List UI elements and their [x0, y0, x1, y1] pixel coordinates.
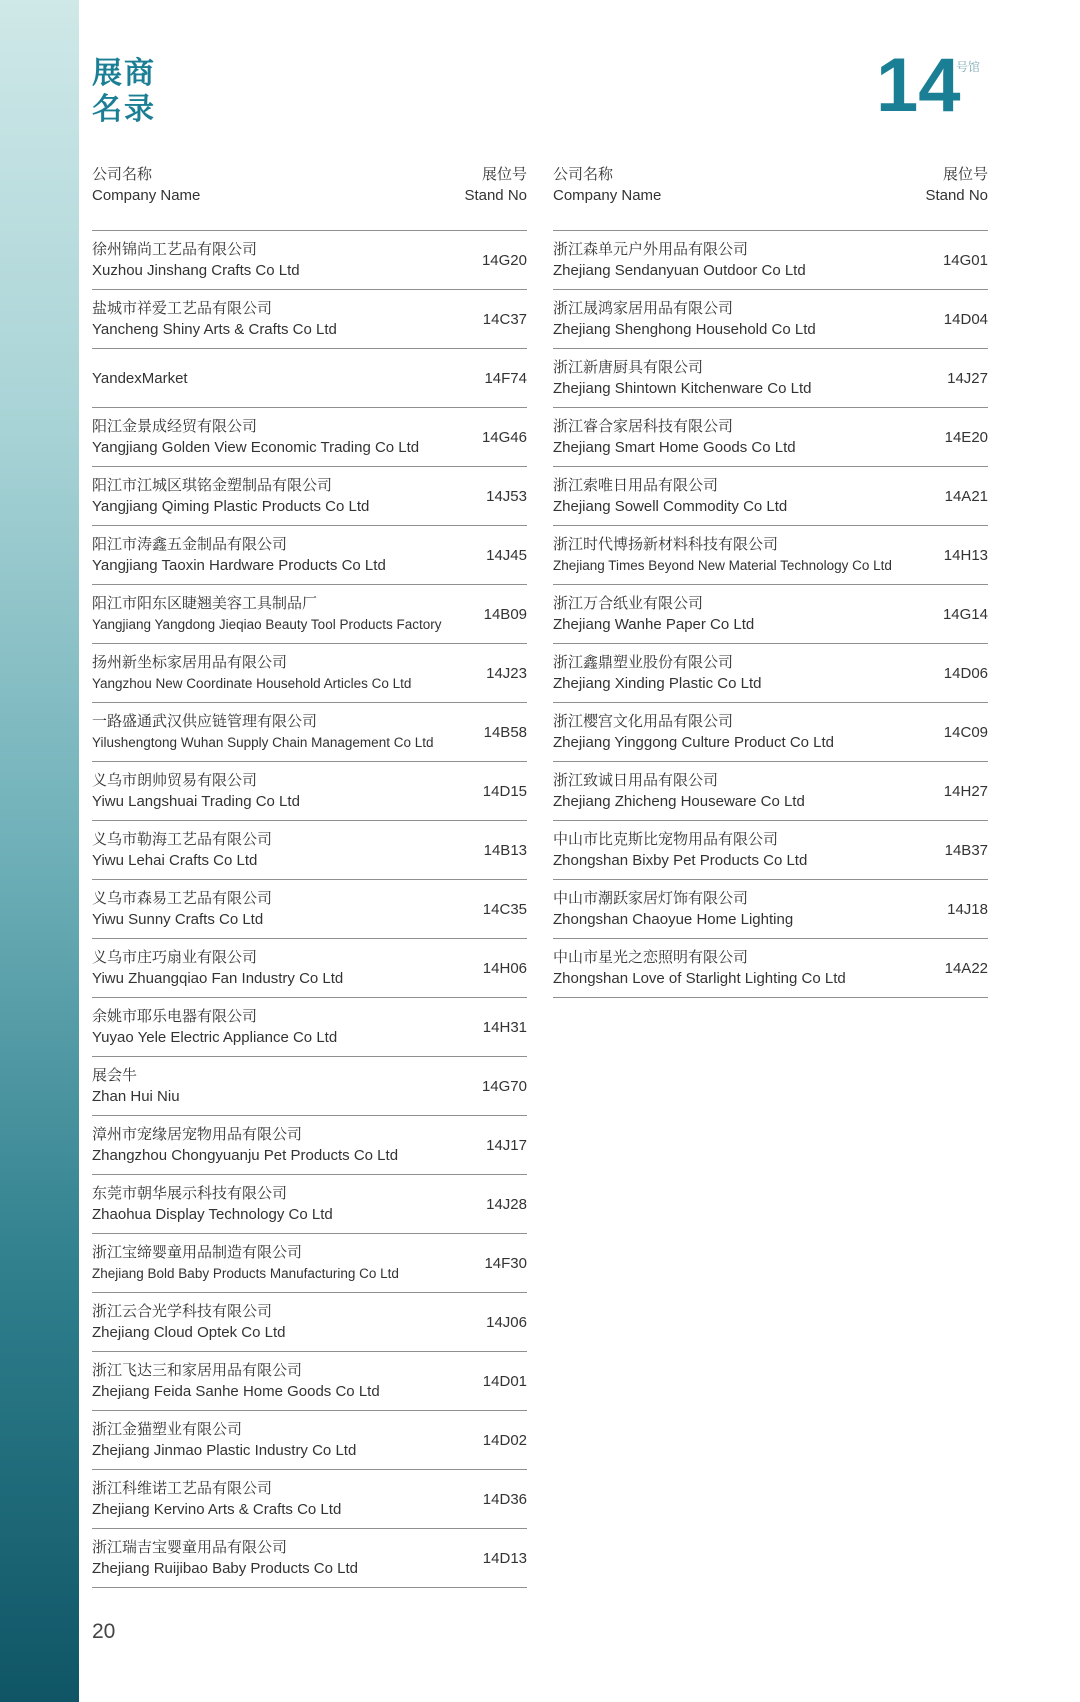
page-number: 20	[92, 1620, 116, 1643]
exhibitor-row	[553, 821, 988, 880]
company-name-cn: 展会牛	[92, 1067, 138, 1084]
company-name-cn: 浙江宝缔婴童用品制造有限公司	[92, 1244, 303, 1261]
stand-number: 14J06	[486, 1313, 527, 1331]
exhibitor-row	[92, 703, 527, 762]
company-name-en: Zhan Hui Niu	[92, 1088, 180, 1105]
company-names	[92, 1478, 341, 1520]
company-name-en: Zhejiang Shenghong Household Co Ltd	[553, 321, 816, 338]
stand-number: 14B13	[483, 841, 527, 859]
company-name-en: Zhejiang Sendanyuan Outdoor Co Ltd	[553, 262, 806, 279]
company-names	[92, 416, 419, 458]
company-name-en: Xuzhou Jinshang Crafts Co Ltd	[92, 262, 300, 279]
company-name-cn: 浙江睿合家居科技有限公司	[553, 418, 734, 435]
stand-number: 14G46	[481, 428, 527, 446]
stand-no-header-cn: 展位号	[942, 166, 988, 183]
company-name-cn: 义乌市朗帅贸易有限公司	[92, 772, 258, 789]
company-name-header	[553, 164, 661, 206]
exhibitor-row	[553, 644, 988, 703]
company-name-en: Zhongshan Chaoyue Home Lighting	[553, 911, 794, 928]
stand-number: 14D06	[943, 664, 988, 682]
exhibitor-row	[92, 880, 527, 939]
company-names	[553, 239, 806, 281]
company-names	[92, 1242, 399, 1284]
company-names	[553, 298, 816, 340]
company-names	[553, 711, 834, 753]
company-name-cn: 浙江鑫鼎塑业股份有限公司	[553, 654, 734, 671]
company-name-cn: 阳江市涛鑫五金制品有限公司	[92, 536, 288, 553]
exhibitor-row	[92, 644, 527, 703]
company-name-en: Yiwu Langshuai Trading Co Ltd	[92, 793, 300, 810]
page-title-line-2: 名录	[92, 93, 156, 126]
exhibitor-row	[553, 349, 988, 408]
company-names	[92, 652, 411, 694]
company-names	[92, 368, 188, 389]
company-name-cn: 中山市星光之恋照明有限公司	[553, 949, 749, 966]
company-name-header	[92, 164, 200, 206]
stand-number: 14J23	[486, 664, 527, 682]
company-name-en: Yangjiang Golden View Economic Trading Co Ltd	[92, 439, 420, 456]
company-names	[92, 1537, 358, 1579]
stand-number: 14H13	[943, 546, 988, 564]
company-name-en: Yangzhou New Coordinate Household Articles Co Ltd	[92, 676, 412, 691]
stand-number: 14H27	[943, 782, 988, 800]
exhibitor-row	[92, 1529, 527, 1588]
company-names	[92, 1065, 180, 1107]
stand-number: 14C35	[482, 900, 527, 918]
exhibitor-row	[92, 408, 527, 467]
stand-number: 14D02	[482, 1431, 527, 1449]
company-name-cn: 阳江市江城区琪铭金塑制品有限公司	[92, 477, 333, 494]
stand-number: 14G70	[481, 1077, 527, 1095]
company-names	[92, 947, 343, 989]
stand-number: 14H31	[482, 1018, 527, 1036]
company-name-en: Yangjiang Qiming Plastic Products Co Ltd	[92, 498, 370, 515]
company-name-header-en: Company Name	[92, 187, 201, 204]
exhibitor-row	[553, 408, 988, 467]
stand-no-header	[464, 164, 527, 206]
company-name-cn: 义乌市勒海工艺品有限公司	[92, 831, 273, 848]
exhibitor-row	[553, 762, 988, 821]
company-names	[92, 534, 386, 576]
company-name-cn: 义乌市庄巧扇业有限公司	[92, 949, 258, 966]
company-names	[92, 829, 272, 871]
company-names	[92, 770, 300, 812]
stand-number: 14G20	[481, 251, 527, 269]
company-name-en: Zhongshan Love of Starlight Lighting Co Ltd	[553, 970, 846, 987]
company-names	[92, 1419, 356, 1461]
company-name-en: Yancheng Shiny Arts & Crafts Co Ltd	[92, 321, 337, 338]
company-name-cn: 漳州市宠缘居宠物用品有限公司	[92, 1126, 303, 1143]
company-name-cn: 徐州锦尚工艺品有限公司	[92, 241, 258, 258]
stand-number: 14B09	[483, 605, 527, 623]
company-name-en: Zhejiang Zhicheng Houseware Co Ltd	[553, 793, 805, 810]
company-name-cn: 盐城市祥爱工艺品有限公司	[92, 300, 273, 317]
company-name-cn: 扬州新坐标家居用品有限公司	[92, 654, 288, 671]
exhibitor-row	[553, 231, 988, 290]
company-name-cn: 浙江致诚日用品有限公司	[553, 772, 719, 789]
company-name-en: Zhejiang Sowell Commodity Co Ltd	[553, 498, 788, 515]
stand-number: 14D04	[943, 310, 988, 328]
company-names	[553, 652, 761, 694]
company-name-cn: 浙江金猫塑业有限公司	[92, 1421, 243, 1438]
company-names	[92, 1183, 333, 1225]
stand-number: 14J45	[486, 546, 527, 564]
company-name-en: Zhejiang Wanhe Paper Co Ltd	[553, 616, 755, 633]
stand-no-header-cn: 展位号	[481, 166, 527, 183]
stand-number: 14J17	[486, 1136, 527, 1154]
stand-number: 14E20	[944, 428, 988, 446]
company-name-cn: 东莞市朝华展示科技有限公司	[92, 1185, 288, 1202]
exhibitor-row	[92, 1470, 527, 1529]
company-name-header-cn: 公司名称	[553, 166, 614, 183]
exhibitor-row	[553, 526, 988, 585]
company-name-header-en: Company Name	[553, 187, 662, 204]
exhibitor-row	[92, 939, 527, 998]
company-names	[92, 298, 337, 340]
exhibitor-row	[553, 585, 988, 644]
company-name-en: Zhejiang Times Beyond New Material Technology Co Ltd	[553, 558, 892, 573]
stand-number: 14F30	[484, 1254, 527, 1272]
company-name-cn: 中山市比克斯比宠物用品有限公司	[553, 831, 779, 848]
company-name-en: Yangjiang Yangdong Jieqiao Beauty Tool Products Factory	[92, 617, 442, 632]
company-name-cn: 浙江晟鸿家居用品有限公司	[553, 300, 734, 317]
stand-number: 14D13	[482, 1549, 527, 1567]
stand-number: 14D01	[482, 1372, 527, 1390]
stand-number: 14B37	[944, 841, 988, 859]
page-title	[92, 56, 156, 128]
exhibitor-row	[92, 1057, 527, 1116]
company-name-en: Zhejiang Cloud Optek Co Ltd	[92, 1324, 286, 1341]
column-header	[553, 164, 988, 231]
exhibitor-row	[553, 467, 988, 526]
exhibitor-row	[553, 939, 988, 998]
company-name-en: Zhejiang Xinding Plastic Co Ltd	[553, 675, 762, 692]
company-name-en: Zhangzhou Chongyuanju Pet Products Co Ltd	[92, 1147, 399, 1164]
company-name-cn: 浙江万合纸业有限公司	[553, 595, 704, 612]
company-name-cn: 浙江科维诺工艺品有限公司	[92, 1480, 273, 1497]
exhibitor-row	[92, 231, 527, 290]
stand-number: 14D36	[482, 1490, 527, 1508]
exhibitor-row	[92, 526, 527, 585]
company-names	[553, 593, 754, 635]
exhibitor-row	[92, 290, 527, 349]
stand-number: 14B58	[483, 723, 527, 741]
column-header	[92, 164, 527, 231]
exhibitor-row	[92, 1411, 527, 1470]
company-names	[92, 711, 433, 753]
company-names	[92, 239, 300, 281]
company-name-en: Yiwu Sunny Crafts Co Ltd	[92, 911, 264, 928]
stand-number: 14C09	[943, 723, 988, 741]
stand-number: 14C37	[482, 310, 527, 328]
company-names	[553, 888, 793, 930]
exhibitor-row	[553, 880, 988, 939]
stand-number: 14D15	[482, 782, 527, 800]
page-title-line-1: 展商	[92, 57, 156, 90]
stand-number: 14A21	[944, 487, 988, 505]
company-name-header-cn: 公司名称	[92, 166, 153, 183]
exhibitor-row	[553, 703, 988, 762]
company-names	[92, 1301, 285, 1343]
stand-number: 14A22	[944, 959, 988, 977]
company-names	[553, 770, 805, 812]
company-name-cn: 中山市潮跃家居灯饰有限公司	[553, 890, 749, 907]
hall-number: 14	[876, 43, 961, 128]
company-name-en: Yangjiang Taoxin Hardware Products Co Ltd	[92, 557, 386, 574]
company-name-cn: 一路盛通武汉供应链管理有限公司	[92, 713, 318, 730]
company-name-en: Zhejiang Feida Sanhe Home Goods Co Ltd	[92, 1383, 380, 1400]
company-names	[92, 1360, 380, 1402]
company-name-cn: 浙江森单元户外用品有限公司	[553, 241, 749, 258]
exhibitor-row	[92, 1116, 527, 1175]
company-name-cn: 浙江索唯日用品有限公司	[553, 477, 719, 494]
company-name-en: Zhejiang Ruijibao Baby Products Co Ltd	[92, 1560, 358, 1577]
company-name-cn: 义乌市森易工艺品有限公司	[92, 890, 273, 907]
company-names	[92, 1006, 337, 1048]
company-name-en: Zhejiang Jinmao Plastic Industry Co Ltd	[92, 1442, 357, 1459]
exhibitor-row	[92, 1352, 527, 1411]
company-name-en: Zhejiang Smart Home Goods Co Ltd	[553, 439, 796, 456]
company-names	[92, 593, 441, 635]
stand-number: 14G14	[942, 605, 988, 623]
company-name-en: Zhejiang Bold Baby Products Manufacturing Co Ltd	[92, 1266, 399, 1281]
company-name-en: Zhongshan Bixby Pet Products Co Ltd	[553, 852, 808, 869]
company-name-en: Zhaohua Display Technology Co Ltd	[92, 1206, 333, 1223]
company-name-cn: 浙江新唐厨具有限公司	[553, 359, 704, 376]
exhibitor-row	[92, 585, 527, 644]
exhibitor-row	[92, 821, 527, 880]
stand-number: 14J28	[486, 1195, 527, 1213]
company-name-en: Yilushengtong Wuhan Supply Chain Management Co Ltd	[92, 735, 434, 750]
company-name-en: YandexMarket	[92, 369, 188, 387]
exhibitor-column-right	[553, 164, 988, 998]
exhibitor-list-right	[553, 231, 988, 998]
exhibitor-row	[92, 998, 527, 1057]
company-names	[553, 475, 787, 517]
company-name-cn: 浙江飞达三和家居用品有限公司	[92, 1362, 303, 1379]
stand-no-header	[925, 164, 988, 206]
stand-number: 14J53	[486, 487, 527, 505]
exhibitor-row	[92, 1293, 527, 1352]
stand-no-header-en: Stand No	[464, 187, 527, 204]
company-name-en: Yuyao Yele Electric Appliance Co Ltd	[92, 1029, 338, 1046]
company-name-en: Yiwu Zhuangqiao Fan Industry Co Ltd	[92, 970, 344, 987]
company-names	[553, 534, 892, 576]
company-name-en: Zhejiang Kervino Arts & Crafts Co Ltd	[92, 1501, 342, 1518]
exhibitor-row	[92, 467, 527, 526]
company-names	[553, 947, 846, 989]
decorative-side-band	[0, 0, 79, 1702]
company-name-cn: 浙江云合光学科技有限公司	[92, 1303, 273, 1320]
exhibitor-row	[92, 1234, 527, 1293]
stand-number: 14H06	[482, 959, 527, 977]
company-names	[553, 416, 796, 458]
stand-number: 14J27	[947, 369, 988, 387]
company-names	[92, 475, 369, 517]
company-name-cn: 浙江瑞吉宝婴童用品有限公司	[92, 1539, 288, 1556]
stand-number: 14G01	[942, 251, 988, 269]
company-names	[553, 829, 807, 871]
company-name-en: Zhejiang Yinggong Culture Product Co Ltd	[553, 734, 835, 751]
company-name-en: Yiwu Lehai Crafts Co Ltd	[92, 852, 258, 869]
stand-no-header-en: Stand No	[925, 187, 988, 204]
exhibitor-row	[92, 762, 527, 821]
stand-number: 14F74	[484, 369, 527, 387]
exhibitor-row	[92, 1175, 527, 1234]
company-name-en: Zhejiang Shintown Kitchenware Co Ltd	[553, 380, 812, 397]
company-name-cn: 浙江时代博扬新材料科技有限公司	[553, 536, 779, 553]
exhibitor-column-left	[92, 164, 527, 1588]
company-name-cn: 阳江金景成经贸有限公司	[92, 418, 258, 435]
company-name-cn: 阳江市阳东区睫翘美容工具制品厂	[92, 595, 318, 612]
company-name-cn: 余姚市耶乐电器有限公司	[92, 1008, 258, 1025]
exhibitor-row	[553, 290, 988, 349]
stand-number: 14J18	[947, 900, 988, 918]
company-names	[553, 357, 812, 399]
company-names	[92, 888, 272, 930]
exhibitor-row	[92, 349, 527, 408]
hall-label: 号馆	[956, 60, 981, 74]
exhibitor-list-left	[92, 231, 527, 1588]
company-name-cn: 浙江樱宫文化用品有限公司	[553, 713, 734, 730]
company-names	[92, 1124, 398, 1166]
